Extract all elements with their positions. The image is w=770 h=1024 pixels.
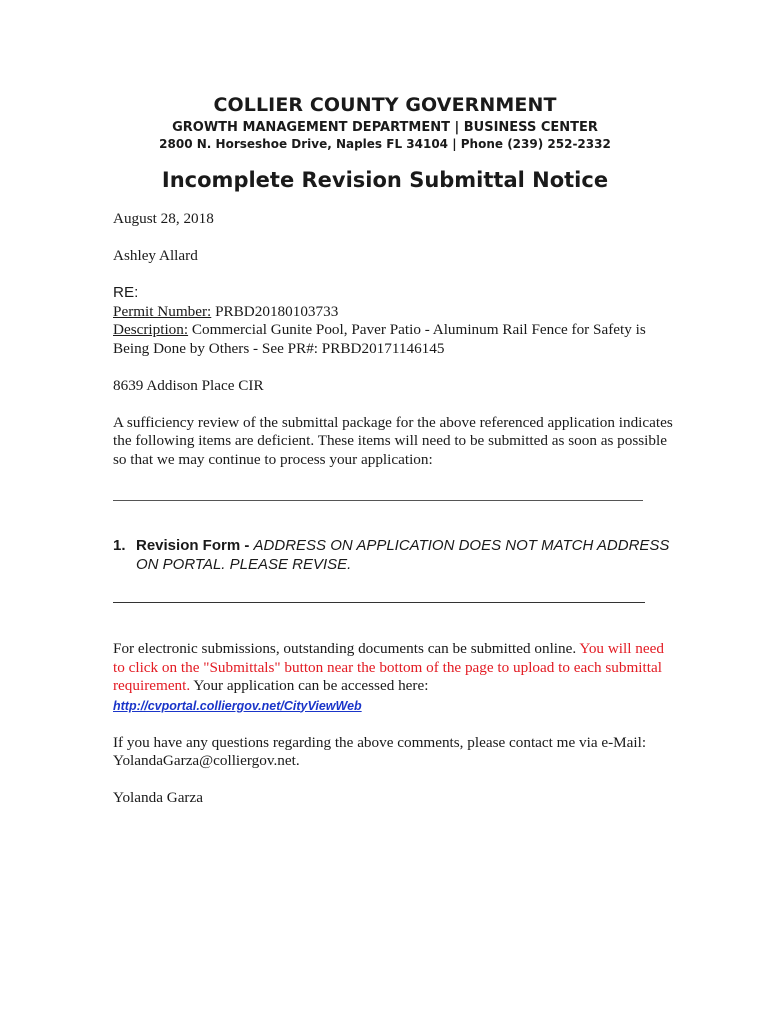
deficiency-label: Revision Form -: [136, 537, 250, 554]
letterhead: [0, 92, 770, 194]
divider-line: [113, 602, 645, 603]
questions-paragraph: [113, 734, 673, 771]
permit-number-value: PRBD20180103733: [215, 302, 339, 320]
deficiency-item: [113, 537, 673, 574]
notice-title: Incomplete Revision Submittal Notice: [161, 168, 609, 192]
online-submission-paragraph: [113, 640, 673, 696]
online-access-text: Your application can be accessed here:: [193, 677, 429, 694]
letter-body: [113, 210, 673, 808]
submittals-instruction: You will need to click on the "Submittals" button near the bottom of the page to upload to each submittal requirement.: [113, 640, 664, 694]
letter-date: August 28, 2018: [113, 210, 214, 227]
organization-name: COLLIER COUNTY GOVERNMENT: [213, 94, 557, 116]
permit-number-label: Permit Number:: [113, 302, 212, 320]
description-value: Commercial Gunite Pool, Paver Patio - Aluminum Rail Fence for Safety is Being Done by Others - See PR#: PRBD20171146145: [113, 321, 646, 357]
deficiency-number: 1.: [113, 537, 126, 554]
department-line: GROWTH MANAGEMENT DEPARTMENT | BUSINESS CENTER: [172, 120, 598, 135]
address-line: 2800 N. Horseshoe Drive, Naples FL 34104 | Phone (239) 252-2332: [159, 137, 611, 151]
divider-line: [113, 500, 643, 501]
online-intro: For electronic submissions, outstanding documents can be submitted online.: [113, 640, 577, 657]
questions-text: If you have any questions regarding the above comments, please contact me via e-Mail:: [113, 733, 647, 751]
site-address: 8639 Addison Place CIR: [113, 376, 264, 394]
contact-email: YolandaGarza@colliergov.net.: [113, 752, 300, 769]
permit-line: [113, 303, 673, 322]
description-line: [113, 321, 673, 358]
description-label: Description:: [113, 321, 189, 338]
recipient-name: Ashley Allard: [113, 247, 198, 264]
signature-name: Yolanda Garza: [113, 789, 203, 806]
re-label: RE:: [113, 284, 139, 301]
review-paragraph: A sufficiency review of the submittal package for the above referenced application indicates the following items are deficient. These items will need to be submitted as soon as possible so that we may continue to process your application:: [113, 413, 673, 468]
deficiency-message: ADDRESS ON APPLICATION DOES NOT MATCH ADDRESS ON PORTAL. PLEASE REVISE.: [136, 537, 670, 573]
portal-link[interactable]: http://cvportal.colliergov.net/CityViewWeb: [113, 698, 362, 713]
